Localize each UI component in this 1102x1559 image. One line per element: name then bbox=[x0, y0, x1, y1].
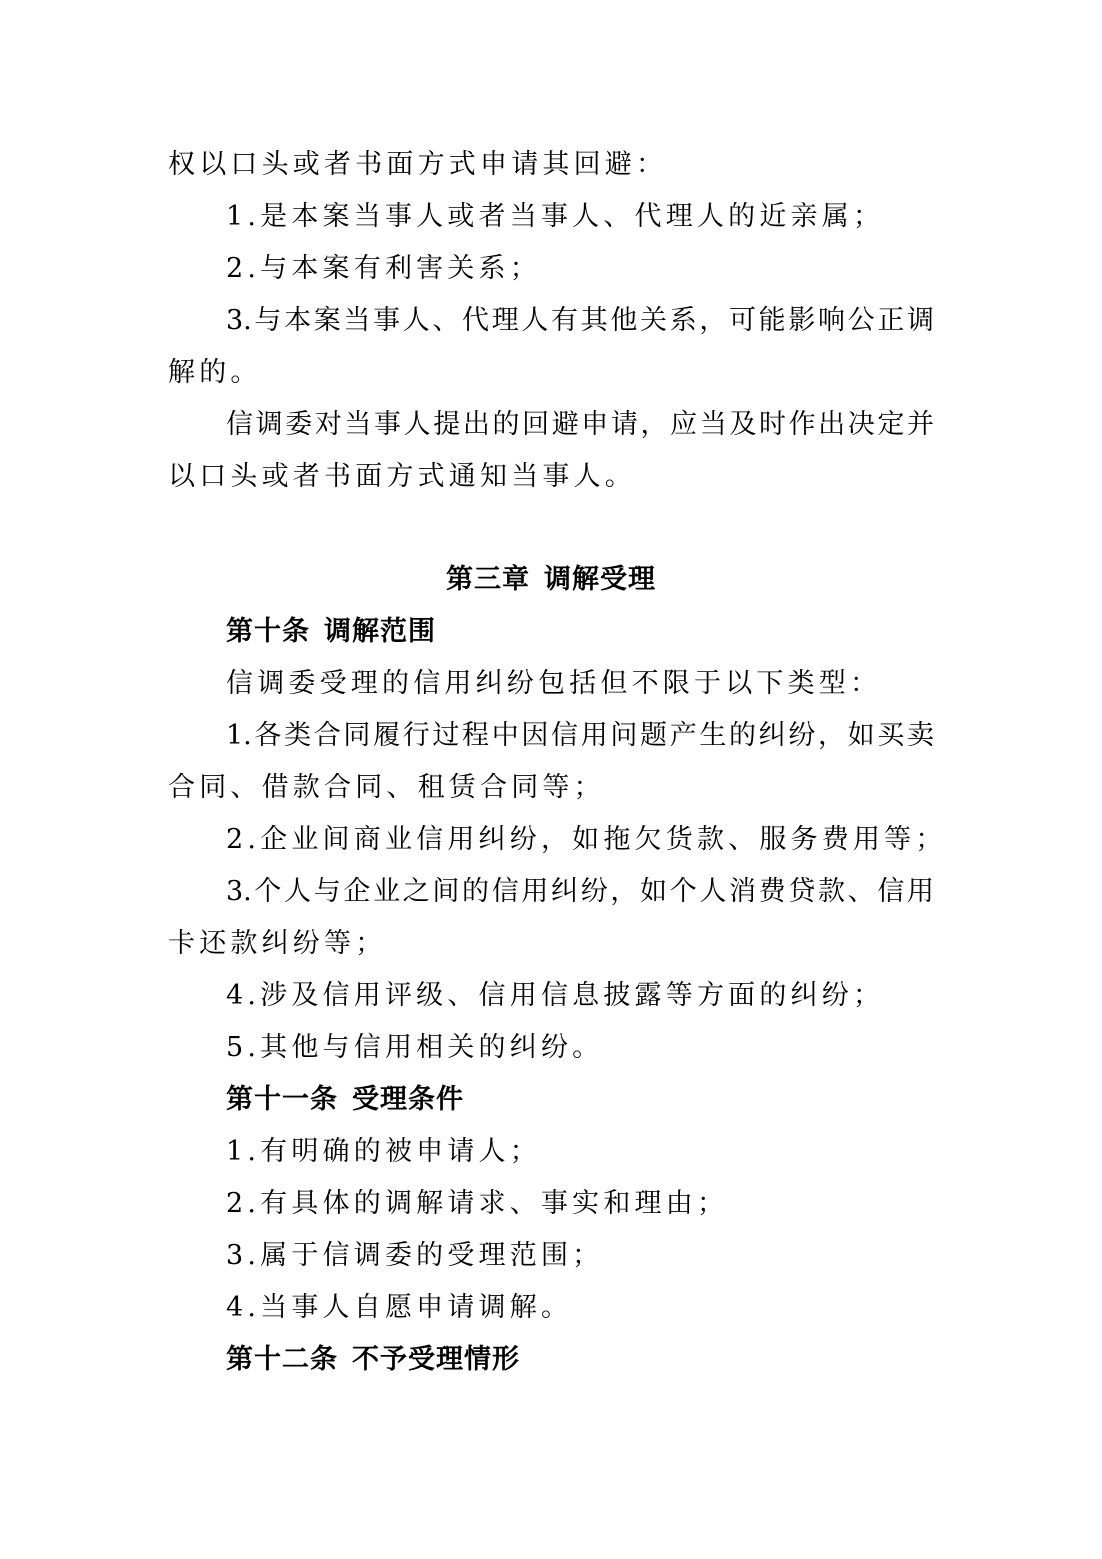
chapter-title: 调解受理 bbox=[544, 564, 656, 595]
article-title: 不予受理情形 bbox=[352, 1344, 520, 1375]
article-heading bbox=[226, 612, 934, 652]
list-item: 3.个人与企业之间的信用纠纷，如个人消费贷款、信用 bbox=[226, 876, 934, 907]
paragraph-line: 信调委受理的信用纠纷包括但不限于以下类型： bbox=[226, 668, 882, 699]
article-title: 调解范围 bbox=[324, 616, 436, 647]
article-number: 第十条 bbox=[226, 616, 310, 647]
paragraph-line: 权以口头或者书面方式申请其回避： bbox=[168, 149, 668, 180]
paragraph-line: 以口头或者书面方式通知当事人。 bbox=[168, 461, 636, 492]
article-heading bbox=[226, 1080, 934, 1120]
list-item: 卡还款纠纷等； bbox=[168, 928, 387, 959]
list-item: 4.涉及信用评级、信用信息披露等方面的纠纷； bbox=[226, 980, 885, 1011]
list-item: 5.其他与信用相关的纠纷。 bbox=[226, 1032, 604, 1063]
list-item: 1.是本案当事人或者当事人、代理人的近亲属； bbox=[226, 201, 885, 232]
list-item: 1.各类合同履行过程中因信用问题产生的纠纷，如买卖 bbox=[226, 720, 934, 751]
list-item: 4.当事人自愿申请调解。 bbox=[226, 1292, 573, 1323]
list-item: 3.与本案当事人、代理人有其他关系，可能影响公正调 bbox=[226, 305, 934, 336]
list-item: 合同、借款合同、租赁合同等； bbox=[168, 772, 605, 803]
paragraph-line: 信调委对当事人提出的回避申请，应当及时作出决定并 bbox=[226, 409, 934, 440]
list-item: 2.有具体的调解请求、事实和理由； bbox=[226, 1188, 729, 1219]
article-number: 第十二条 bbox=[226, 1344, 338, 1375]
list-item: 3.属于信调委的受理范围； bbox=[226, 1240, 604, 1271]
article-heading bbox=[226, 1340, 934, 1380]
list-item: 2.企业间商业信用纠纷，如拖欠货款、服务费用等； bbox=[226, 824, 947, 855]
article-number: 第十一条 bbox=[226, 1084, 338, 1115]
chapter-heading bbox=[168, 560, 934, 600]
list-item: 1.有明确的被申请人； bbox=[226, 1136, 541, 1167]
chapter-number: 第三章 bbox=[446, 564, 530, 595]
paragraph-line: 解的。 bbox=[168, 357, 262, 388]
list-item: 2.与本案有利害关系； bbox=[226, 253, 541, 284]
article-title: 受理条件 bbox=[352, 1084, 464, 1115]
